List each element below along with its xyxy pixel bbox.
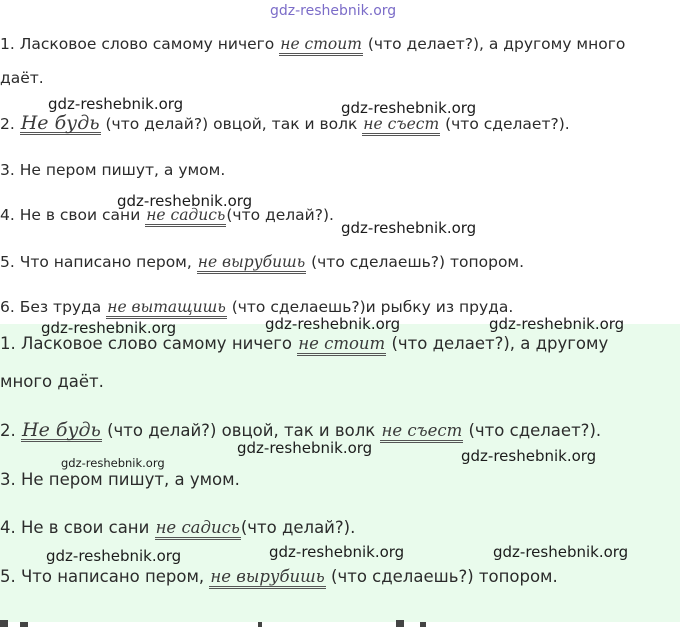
sentence-1 xyxy=(0,34,625,56)
answer-sentence-5-text-start: 5. Что написано пером, xyxy=(0,567,210,586)
sentence-2 xyxy=(0,114,570,136)
watermark: gdz-reshebnik.org xyxy=(493,543,629,561)
watermark: gdz-reshebnik.org xyxy=(265,315,401,333)
answer-sentence-5 xyxy=(0,567,558,589)
answer-sentence-1-continuation xyxy=(0,372,104,392)
predicate: Не будь xyxy=(20,112,100,134)
answer-sentence-1-text-end: (что делает?), а другому xyxy=(386,334,609,353)
predicate: Не будь xyxy=(22,419,101,441)
sentence-2-text: (что делай?) овцой, так и волк xyxy=(100,115,363,133)
sentence-1-text-end: (что делает?), а другому много xyxy=(362,35,626,53)
sentence-1-text-start: 1. Ласковое слово самому ничего xyxy=(0,35,280,53)
continuation-text: много даёт. xyxy=(0,372,104,391)
watermark: gdz-reshebnik.org xyxy=(237,439,373,457)
watermark: gdz-reshebnik.org xyxy=(48,95,184,113)
watermark: gdz-reshebnik.org xyxy=(61,456,165,470)
sentence-3 xyxy=(0,160,225,180)
predicate: не съест xyxy=(362,115,440,136)
sentence-2-number: 2. xyxy=(0,115,20,133)
predicate: не стоит xyxy=(279,35,363,56)
watermark: gdz-reshebnik.org xyxy=(117,192,253,210)
answer-sentence-1-text-start: 1. Ласковое слово самому ничего xyxy=(0,334,298,353)
answer-sentence-4-text-end: (что делай?). xyxy=(240,518,356,537)
predicate: не стоит xyxy=(297,335,386,356)
watermark: gdz-reshebnik.org xyxy=(461,447,597,465)
sentence-5-text-end: (что сделаешь?) топором. xyxy=(306,253,525,271)
sentence-1-continuation xyxy=(0,68,44,88)
sentence-6-text-start: 6. Без труда xyxy=(0,298,107,316)
sentence-3-text: 3. Не пером пишут, а умом. xyxy=(0,161,226,179)
watermark: gdz-reshebnik.org xyxy=(41,319,177,337)
cut-off-line xyxy=(0,613,680,627)
cut-off-text-fragment xyxy=(0,614,680,627)
predicate: не вырубишь xyxy=(209,568,325,589)
sentence-6-text-end: (что сделаешь?)и рыбку из пруда. xyxy=(226,298,514,316)
watermark-top: gdz-reshebnik.org xyxy=(270,3,397,19)
watermark: gdz-reshebnik.org xyxy=(489,315,625,333)
predicate: не съест xyxy=(380,422,463,443)
answer-sentence-4-text-start: 4. Не в свои сани xyxy=(0,518,155,537)
sentence-2-text-end: (что сделает?). xyxy=(440,115,570,133)
watermark: gdz-reshebnik.org xyxy=(341,219,477,237)
answer-sentence-4 xyxy=(0,518,355,540)
continuation-text: даёт. xyxy=(0,69,44,87)
predicate: не садись xyxy=(155,519,241,540)
answer-sentence-2-text: (что делай?) овцой, так и волк xyxy=(101,421,381,440)
answer-sentence-2-text-end: (что сделает?). xyxy=(463,421,602,440)
predicate: не вытащишь xyxy=(106,298,227,319)
sentence-5 xyxy=(0,252,524,274)
sentence-5-text-start: 5. Что написано пером, xyxy=(0,253,197,271)
answer-sentence-2-number: 2. xyxy=(0,421,21,440)
watermark: gdz-reshebnik.org xyxy=(341,99,477,117)
watermark: gdz-reshebnik.org xyxy=(46,547,182,565)
sentence-4-text-end: (что делай?). xyxy=(226,206,334,224)
sentence-4-text-start: 4. Не в свои сани xyxy=(0,206,146,224)
answer-sentence-1 xyxy=(0,334,608,356)
predicate: не садись xyxy=(145,206,226,227)
answer-sentence-3-text: 3. Не пером пишут, а умом. xyxy=(0,470,240,489)
sentence-6 xyxy=(0,297,513,319)
answer-sentence-5-text-end: (что сделаешь?) топором. xyxy=(325,567,558,586)
answer-sentence-3 xyxy=(0,470,240,490)
predicate: не вырубишь xyxy=(197,253,306,274)
watermark: gdz-reshebnik.org xyxy=(269,543,405,561)
